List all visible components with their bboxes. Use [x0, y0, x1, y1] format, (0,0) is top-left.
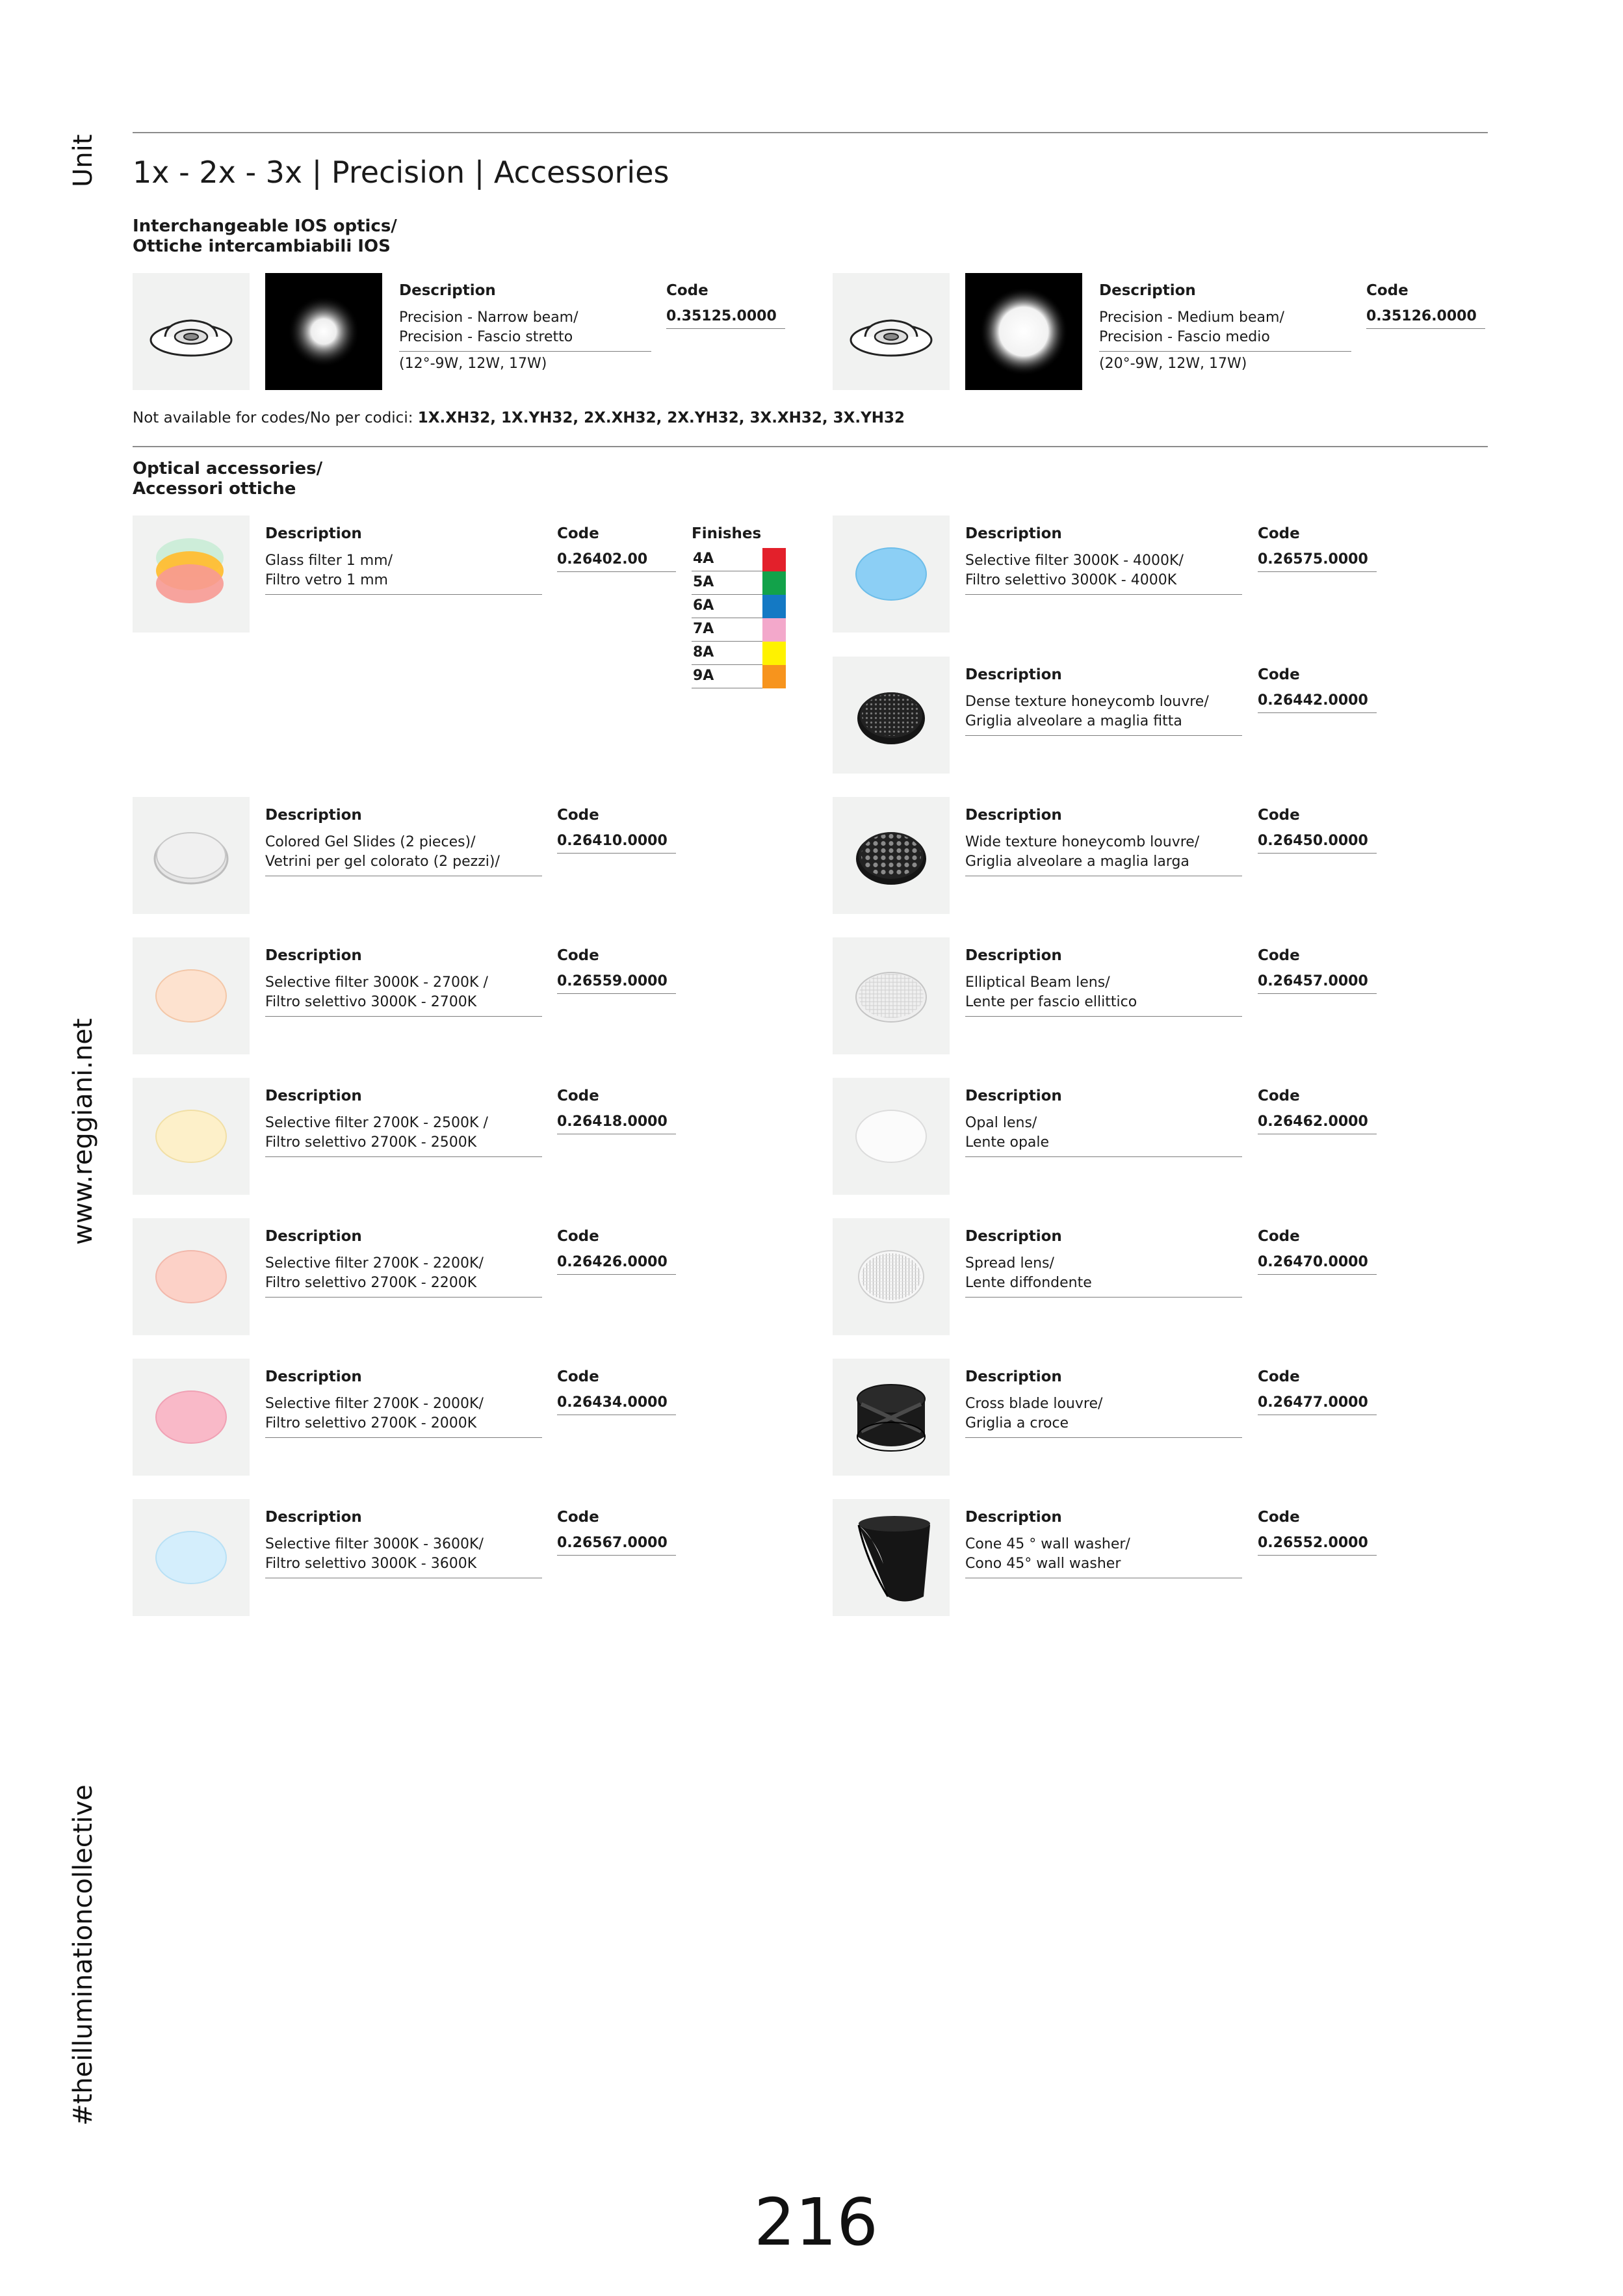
- filter-3000-3600-image: [133, 1499, 250, 1616]
- opt-r8-code-underline: [1258, 1555, 1377, 1556]
- opt-r4-code-header: Code: [1258, 947, 1300, 964]
- opt-r8-desc: [965, 1535, 1130, 1574]
- spread-lens-image: [833, 1218, 950, 1335]
- opt-l1-desc: [265, 551, 393, 590]
- sidebar-hashtag: #theilluminationcollective: [68, 1784, 98, 2126]
- optical-section-title: [133, 459, 322, 499]
- opt-r8-desc-header: Description: [965, 1509, 1062, 1526]
- opt-r8-desc-line1: Cone 45 ° wall washer/: [965, 1536, 1130, 1552]
- opt-l3-code-header: Code: [557, 947, 599, 964]
- opt-l1-code: 0.26402.00: [557, 551, 648, 567]
- opt-r6-desc-header: Description: [965, 1228, 1062, 1245]
- opt-r8-code: 0.26552.0000: [1258, 1535, 1368, 1551]
- ios-desc-header-1: Description: [399, 282, 496, 299]
- opt-r1-desc-line2: Filtro selettivo 3000K - 4000K: [965, 572, 1177, 588]
- opt-l6-desc-line1: Selective filter 2700K - 2000K/: [265, 1396, 484, 1412]
- opt-l7-code: 0.26567.0000: [557, 1535, 668, 1551]
- opt-r7-code-header: Code: [1258, 1368, 1300, 1385]
- opt-l3-desc: [265, 973, 488, 1012]
- opt-l1-code-header: Code: [557, 525, 599, 542]
- opt-r3-desc-line2: Griglia alveolare a maglia larga: [965, 854, 1189, 870]
- sidebar-website[interactable]: www.reggiani.net: [68, 1018, 98, 1245]
- ios-title-line2: Ottiche intercambiabili IOS: [133, 237, 391, 256]
- ios-desc-2-underline-a: [1099, 351, 1351, 352]
- opt-r5-desc-line2: Lente opale: [965, 1134, 1050, 1151]
- filter-3000-4000-image: [833, 515, 950, 633]
- finish-8a-label: 8A: [693, 644, 714, 660]
- opt-r2-desc-line1: Dense texture honeycomb louvre/: [965, 694, 1209, 710]
- finish-6a: [692, 595, 786, 618]
- cross-blade-louvre-image: [833, 1359, 950, 1476]
- filter-2700-2500-image: [133, 1078, 250, 1195]
- opt-r4-code: 0.26457.0000: [1258, 973, 1368, 989]
- opt-l3-desc-header: Description: [265, 947, 362, 964]
- opt-l2-code-underline: [557, 853, 676, 854]
- opt-l2-code-header: Code: [557, 807, 599, 824]
- opt-l2-desc-line2: Vetrini per gel colorato (2 pezzi)/: [265, 854, 500, 870]
- opt-r5-desc-header: Description: [965, 1088, 1062, 1104]
- opt-r2-code-underline: [1258, 712, 1377, 713]
- opt-l3-desc-line2: Filtro selettivo 3000K - 2700K: [265, 994, 477, 1010]
- availability-note: [133, 410, 905, 426]
- opt-r2-desc: [965, 692, 1209, 731]
- opt-r7-desc-underline: [965, 1437, 1242, 1438]
- opt-r1-desc-underline: [965, 594, 1242, 595]
- filter-2700-2200-image: [133, 1218, 250, 1335]
- ios-desc-1-line2: Precision - Fascio stretto: [399, 329, 573, 345]
- ios-code-header-1: Code: [666, 282, 708, 299]
- opt-r6-code: 0.26470.0000: [1258, 1254, 1368, 1270]
- opt-r2-desc-line2: Griglia alveolare a maglia fitta: [965, 713, 1182, 729]
- ios-code-1: 0.35125.0000: [666, 308, 777, 324]
- opt-r4-desc-line2: Lente per fascio ellittico: [965, 994, 1137, 1010]
- opt-r6-code-header: Code: [1258, 1228, 1300, 1245]
- section-divider: [133, 446, 1488, 447]
- opt-r4-desc-underline: [965, 1016, 1242, 1017]
- opt-r3-desc-header: Description: [965, 807, 1062, 824]
- opt-l2-desc: [265, 833, 500, 872]
- sidebar-unit: Unit: [68, 134, 98, 187]
- opt-r5-desc-line1: Opal lens/: [965, 1115, 1037, 1131]
- finish-5a-label: 5A: [693, 574, 714, 590]
- opt-l3-desc-line1: Selective filter 3000K - 2700K /: [265, 974, 488, 991]
- finish-5a: [692, 571, 786, 595]
- note-prefix: Not available for codes/No per codici:: [133, 410, 418, 426]
- opt-r7-desc-line2: Griglia a croce: [965, 1415, 1069, 1431]
- opt-r7-code: 0.26477.0000: [1258, 1394, 1368, 1411]
- opt-r4-desc: [965, 973, 1137, 1012]
- opt-l4-desc-line2: Filtro selettivo 2700K - 2500K: [265, 1134, 477, 1151]
- opt-r2-desc-underline: [965, 735, 1242, 736]
- opt-l7-desc: [265, 1535, 484, 1574]
- opt-l5-desc-underline: [265, 1297, 542, 1298]
- opt-l5-desc-line1: Selective filter 2700K - 2200K/: [265, 1255, 484, 1272]
- dense-honeycomb-image: [833, 657, 950, 774]
- opt-l5-desc-line2: Filtro selettivo 2700K - 2200K: [265, 1275, 477, 1291]
- opt-l7-desc-line1: Selective filter 3000K - 3600K/: [265, 1536, 484, 1552]
- ios-section-title: [133, 216, 397, 257]
- page-title: 1x - 2x - 3x | Precision | Accessories: [133, 155, 669, 190]
- ios-desc-2-line1: Precision - Medium beam/: [1099, 309, 1284, 326]
- finish-9a-swatch: [762, 665, 786, 688]
- opt-l3-code: 0.26559.0000: [557, 973, 668, 989]
- opt-r8-code-header: Code: [1258, 1509, 1300, 1526]
- opt-r2-desc-header: Description: [965, 666, 1062, 683]
- opt-r6-desc-line1: Spread lens/: [965, 1255, 1054, 1272]
- opt-l5-desc-header: Description: [265, 1228, 362, 1245]
- finish-7a-swatch: [762, 618, 786, 642]
- finish-8a-swatch: [762, 642, 786, 665]
- opt-l4-code-header: Code: [557, 1088, 599, 1104]
- opt-r1-desc-header: Description: [965, 525, 1062, 542]
- ios-desc-header-2: Description: [1099, 282, 1196, 299]
- opt-r4-desc-line1: Elliptical Beam lens/: [965, 974, 1110, 991]
- finishes-header: Finishes: [692, 525, 762, 542]
- opt-r6-desc-line2: Lente diffondente: [965, 1275, 1092, 1291]
- opt-l3-code-underline: [557, 993, 676, 994]
- finish-9a: [692, 665, 786, 688]
- finish-7a: [692, 618, 786, 642]
- opt-l6-code-header: Code: [557, 1368, 599, 1385]
- opt-r5-code: 0.26462.0000: [1258, 1114, 1368, 1130]
- opt-r6-code-underline: [1258, 1274, 1377, 1275]
- opt-r6-desc: [965, 1254, 1092, 1293]
- ios-desc-1-line3: (12°-9W, 12W, 17W): [399, 356, 547, 372]
- ios-desc-1-underline-a: [399, 351, 651, 352]
- opt-l4-code: 0.26418.0000: [557, 1114, 668, 1130]
- opt-r4-desc-header: Description: [965, 947, 1062, 964]
- finish-7a-label: 7A: [693, 621, 714, 637]
- opt-r7-desc-header: Description: [965, 1368, 1062, 1385]
- ios-fixture-image-2: [833, 273, 950, 390]
- opt-l6-desc: [265, 1394, 484, 1433]
- finish-4a: [692, 548, 786, 571]
- opt-l2-desc-line1: Colored Gel Slides (2 pieces)/: [265, 834, 476, 850]
- opt-l2-desc-header: Description: [265, 807, 362, 824]
- ios-fixture-image: [133, 273, 250, 390]
- opt-l6-desc-underline: [265, 1437, 542, 1438]
- finish-9a-label: 9A: [693, 668, 714, 684]
- opt-l5-code-underline: [557, 1274, 676, 1275]
- ios-code-1-underline: [666, 328, 785, 329]
- opt-r5-code-header: Code: [1258, 1088, 1300, 1104]
- opt-l5-code: 0.26426.0000: [557, 1254, 668, 1270]
- filter-3000-2700-image: [133, 937, 250, 1054]
- opt-l1-desc-line2: Filtro vetro 1 mm: [265, 572, 388, 588]
- opt-r2-code-header: Code: [1258, 666, 1300, 683]
- opt-r3-code-header: Code: [1258, 807, 1300, 824]
- filter-2700-2000-image: [133, 1359, 250, 1476]
- opt-r1-code: 0.26575.0000: [1258, 551, 1368, 567]
- opt-l1-code-underline: [557, 571, 676, 572]
- wide-honeycomb-image: [833, 797, 950, 914]
- ios-title-line1: Interchangeable IOS optics/: [133, 216, 397, 236]
- note-codes: 1X.XH32, 1X.YH32, 2X.XH32, 2X.YH32, 3X.XH32, 3X.YH32: [417, 410, 905, 426]
- finish-5a-swatch: [762, 571, 786, 595]
- opt-l5-desc: [265, 1254, 484, 1293]
- glass-filter-image: [133, 515, 250, 633]
- opt-r4-code-underline: [1258, 993, 1377, 994]
- opal-lens-image: [833, 1078, 950, 1195]
- ios-desc-1: [399, 308, 578, 347]
- opt-l4-desc: [265, 1114, 488, 1153]
- finish-8a: [692, 642, 786, 665]
- opt-r1-desc: [965, 551, 1184, 590]
- opt-l6-desc-header: Description: [265, 1368, 362, 1385]
- opt-l6-code: 0.26434.0000: [557, 1394, 668, 1411]
- finish-6a-label: 6A: [693, 597, 714, 614]
- opt-l1-desc-underline: [265, 594, 542, 595]
- opt-r7-desc-line1: Cross blade louvre/: [965, 1396, 1103, 1412]
- optical-title-line2: Accessori ottiche: [133, 479, 296, 499]
- finish-4a-swatch: [762, 548, 786, 571]
- ios-desc-1-line1: Precision - Narrow beam/: [399, 309, 578, 326]
- opt-r8-desc-line2: Cono 45° wall washer: [965, 1556, 1121, 1572]
- opt-l7-code-header: Code: [557, 1509, 599, 1526]
- opt-r1-desc-line1: Selective filter 3000K - 4000K/: [965, 553, 1184, 569]
- opt-r1-code-header: Code: [1258, 525, 1300, 542]
- opt-l1-desc-header: Description: [265, 525, 362, 542]
- opt-l7-code-underline: [557, 1555, 676, 1556]
- ios-code-2: 0.35126.0000: [1366, 308, 1477, 324]
- opt-r7-desc: [965, 1394, 1102, 1433]
- finish-4a-label: 4A: [693, 551, 714, 567]
- opt-l3-desc-underline: [265, 1016, 542, 1017]
- elliptical-lens-image: [833, 937, 950, 1054]
- cone-wall-washer-image: [833, 1499, 950, 1616]
- opt-l2-code: 0.26410.0000: [557, 833, 668, 849]
- opt-l4-desc-underline: [265, 1156, 542, 1157]
- opt-l1-desc-line1: Glass filter 1 mm/: [265, 553, 393, 569]
- opt-l7-desc-header: Description: [265, 1509, 362, 1526]
- opt-r2-code: 0.26442.0000: [1258, 692, 1368, 709]
- optical-title-line1: Optical accessories/: [133, 459, 323, 478]
- opt-l4-desc-header: Description: [265, 1088, 362, 1104]
- opt-r5-desc: [965, 1114, 1049, 1153]
- top-divider: [133, 132, 1488, 133]
- opt-r1-code-underline: [1258, 571, 1377, 572]
- opt-r6-desc-underline: [965, 1297, 1242, 1298]
- finish-6a-swatch: [762, 595, 786, 618]
- opt-l6-desc-line2: Filtro selettivo 2700K - 2000K: [265, 1415, 477, 1431]
- opt-r3-desc-line1: Wide texture honeycomb louvre/: [965, 834, 1200, 850]
- opt-r3-code-underline: [1258, 853, 1377, 854]
- ios-desc-2: [1099, 308, 1284, 347]
- gel-slides-image: [133, 797, 250, 914]
- opt-l4-desc-line1: Selective filter 2700K - 2500K /: [265, 1115, 488, 1131]
- ios-code-header-2: Code: [1366, 282, 1409, 299]
- opt-l5-code-header: Code: [557, 1228, 599, 1245]
- medium-beam-image: [965, 273, 1082, 390]
- ios-code-2-underline: [1366, 328, 1485, 329]
- opt-r3-desc: [965, 833, 1199, 872]
- narrow-beam-image: [265, 273, 382, 390]
- page-number: 216: [754, 2184, 878, 2260]
- opt-r5-desc-underline: [965, 1156, 1242, 1157]
- ios-desc-2-line2: Precision - Fascio medio: [1099, 329, 1270, 345]
- ios-desc-2-line3: (20°-9W, 12W, 17W): [1099, 356, 1247, 372]
- opt-l7-desc-line2: Filtro selettivo 3000K - 3600K: [265, 1556, 477, 1572]
- opt-r3-code: 0.26450.0000: [1258, 833, 1368, 849]
